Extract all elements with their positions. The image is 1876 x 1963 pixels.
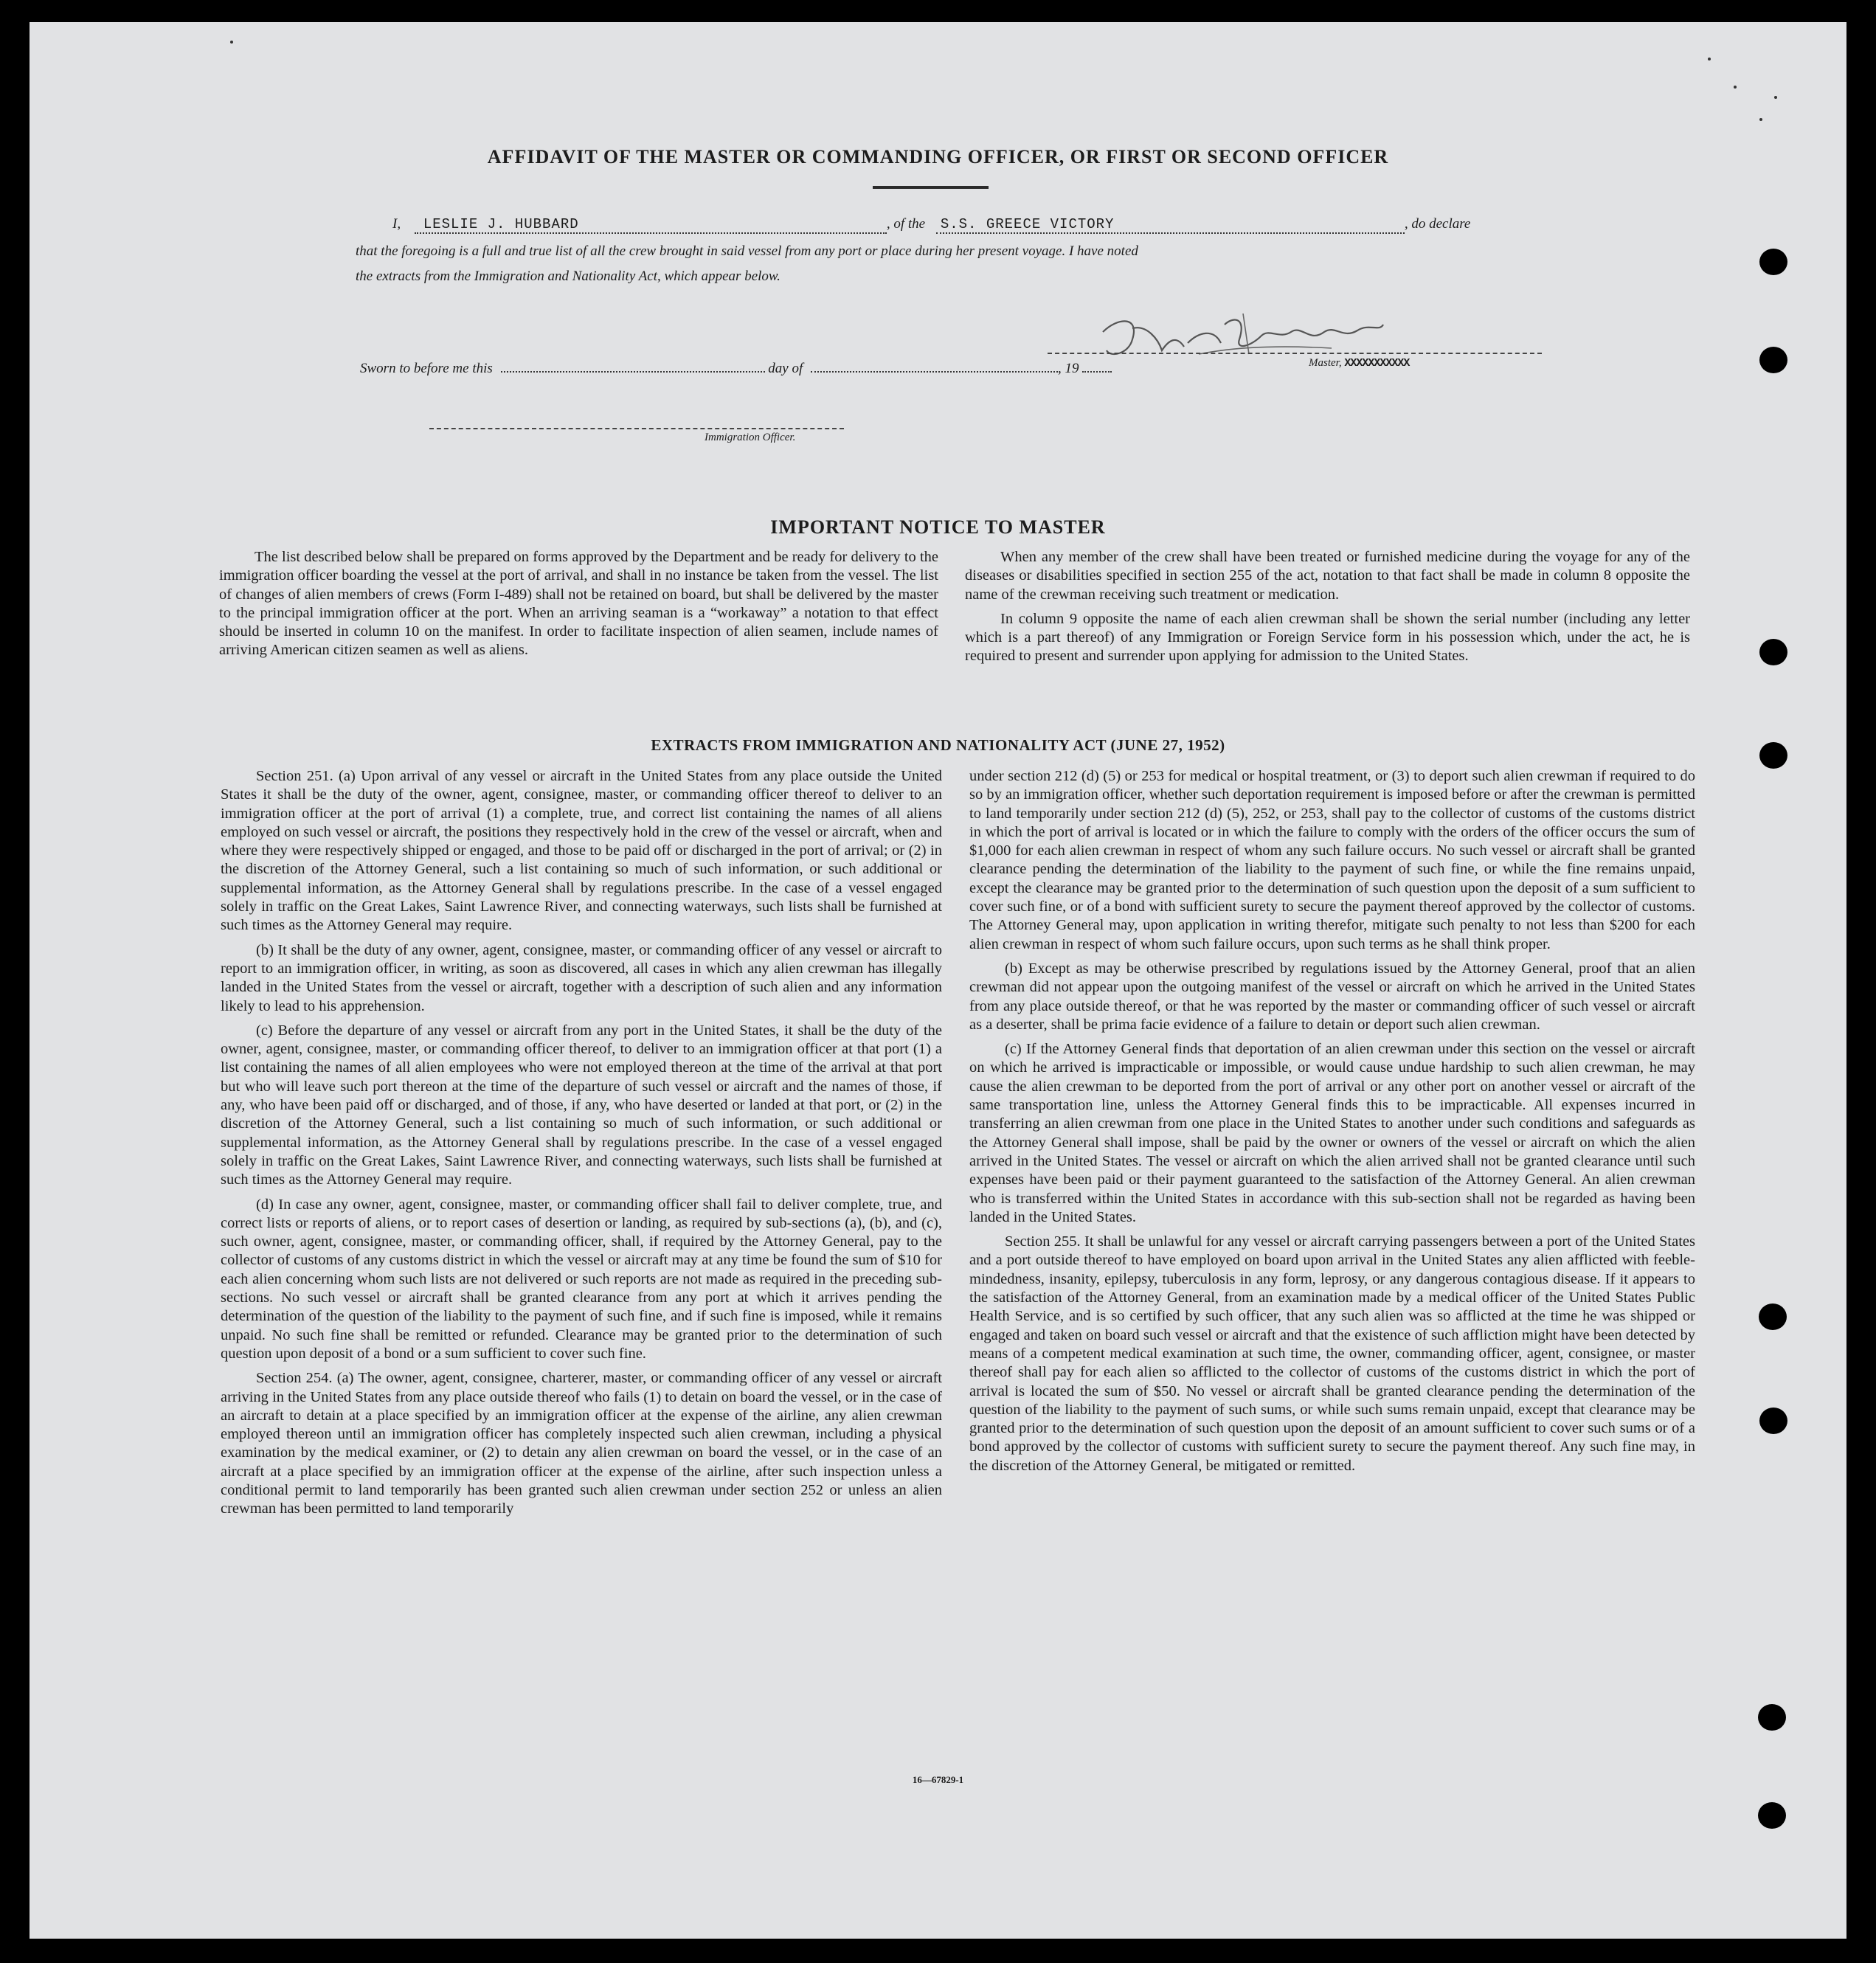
punch-hole [1758,1704,1786,1731]
do-declare-label: , do declare [1404,216,1471,232]
extract-paragraph: (c) Before the departure of any vessel or aircraft from any port in the United States, it shall be the duty of the owner, agent, consignee, master, or commanding officer thereof, to deliver to an immigration officer at that port (1) a list containing the names of all alien employees who were not employed thereon at the time of the arrival at that port but who will leave such port thereon at the time of the departure of such vessel or aircraft and the names of those, if any, who have been paid off or discharged, and of those, if any, who have deserted or landed at that port, or (2) in the discretion of the Attorney General, such a list containing so much of such information, or such additional or supplemental information, as the Attorney General shall by regulations prescribe. In the case of a vessel engaged solely in traffic on the Great Lakes, Saint Lawrence River, and connecting waterways, such lists shall be furnished at such times as the Attorney General may require. [221,1022,942,1188]
of-the-label: , of the [886,216,926,232]
extract-paragraph: (c) If the Attorney General finds that deportation of an alien crewman under this section on the vessel or aircraft on which he arrived is impracticable or impossible, or would cause undue hardship to such alien crewman, he may cause the alien crewman to be deported from the port of arrival or any other port on another vessel or aircraft of the same transportation line, unless the Attorney General finds this to be impracticable. All expenses incurred in transferring an alien crewman from one place in the United States to another under such conditions and safeguards as the Attorney General shall impose, shall be paid by the owner or owners of the vessel or aircraft on which the alien arrived in the United States. The vessel or aircraft on which the alien arrived shall not be granted clearance until such expenses have been paid or their payment guaranteed to the satisfaction of the Attorney General. An alien crewman who is transferred within the United States in accordance with this sub-section shall not be regarded as having been landed in the United States. [969,1041,1695,1225]
speck-mark [1774,96,1777,99]
speck-mark [1759,118,1762,121]
statement-line-1: that the foregoing is a full and true list of all the crew brought in said vessel from any port or place during her present voyage. I have noted [356,243,1138,259]
notice-right-column [965,548,1690,672]
speck-mark [1734,86,1737,89]
extract-paragraph: Section 254. (a) The owner, agent, consignee, charterer, master, or commanding officer of any vessel or aircraft arriving in the United States from any place outside thereof who fails (1) to detain on board the vessel, or in the case of an aircraft to detain at a place specified by an immigration officer at the expense of the airline, any alien crewman employed thereon until an immigration officer has completely inspected such alien crewman, including a physical examination by the medical examiner, or (2) to detain any alien crewman on board the vessel, or in the case of an aircraft at a place specified by an immigration officer at the expense of the airline, after such inspection unless a conditional permit to land temporarily has been granted such alien crewman under section 252 or unless an alien crewman has been permitted to land temporarily [221,1370,942,1517]
statement-line-2: the extracts from the Immigration and Nationality Act, which appear below. [356,269,780,284]
notice-paragraph: When any member of the crew shall have been treated or furnished medicine during the voyage for any of the diseases or disabilities specified in section 255 of the act, notation to that fact shall be made in column 8 opposite the name of the crewman receiving such treatment or medication. [965,549,1690,603]
speck-mark [230,41,233,44]
notice-paragraph: The list described below shall be prepared on forms approved by the Department and be ready for delivery to the immigration officer boarding the vessel at the port of arrival, and shall in no instance be taken from the vessel. The list of changes of alien members of crews (Form I-489) shall not be retained on board, but shall be delivered by the master to the principal immigration officer at the port. When an arriving seaman is a “workaway” a notation to that effect should be inserted in column 10 on the manifest. In order to facilitate inspection of alien seamen, include names of arriving American citizen seamen as well as aliens. [219,549,938,659]
signature-line [1048,353,1542,354]
year-label: , 19 [1058,361,1079,376]
officer-name: LESLIE J. HUBBARD [423,216,579,232]
extract-paragraph: Section 251. (a) Upon arrival of any vessel or aircraft in the United States from any place outside the United States it shall be the duty of the owner, agent, consignee, master, or commanding officer thereof to deliver to an immigration officer at the port of arrival (1) a complete, true, and correct list containing the names of all aliens employed on such vessel or aircraft, the positions they respectively hold in the crew of the vessel or aircraft, when and where they were respectively shipped or engaged, and those to be paid off or discharged in the port of arrival; or (2) in the discretion of the Attorney General, such a list containing so much of such information, or such additional or supplemental information, as the Attorney General shall by regulations prescribe. In the case of a vessel engaged solely in traffic on the Great Lakes, Saint Lawrence River, and connecting waterways, such lists shall be furnished at such times as the Attorney General may require. [221,768,942,934]
notice-title: IMPORTANT NOTICE TO MASTER [770,516,1106,538]
extract-paragraph: (b) Except as may be otherwise prescribed by regulations issued by the Attorney General, proof that an alien crewman did not appear upon the outgoing manifest of the vessel or aircraft on which he arrived in the United States from any place outside thereof, or that he was reported by the master or commanding officer of such vessel or aircraft as a deserter, shall be prima facie evidence of a failure to detain or deport such alien crewman. [969,960,1695,1033]
declaration-line [392,216,1470,234]
extract-paragraph: (b) It shall be the duty of any owner, agent, consignee, master, or commanding officer of any vessel or aircraft to report to an immigration officer, in writing, as soon as discovered, all cases in which any alien crewman has illegally landed in the United States from the vessel or aircraft, together with a description of such alien and any information likely to lead to his apprehension. [221,941,942,1014]
sworn-line [360,358,1112,377]
extracts-title: EXTRACTS FROM IMMIGRATION AND NATIONALITY ACT (JUNE 27, 1952) [651,736,1225,754]
immigration-officer-label: Immigration Officer. [705,432,796,443]
immigration-officer-line [429,428,844,429]
punch-hole [1759,1304,1787,1330]
notice-left-column [219,548,938,666]
punch-hole [1759,347,1787,373]
extracts-right-column [969,767,1695,1481]
title-divider [873,186,989,189]
sworn-label: Sworn to before me this [360,361,493,376]
master-text: Master, [1309,357,1342,369]
document-page [30,22,1846,1939]
punch-hole [1759,249,1787,275]
punch-hole [1759,742,1787,769]
punch-hole [1758,1802,1786,1829]
punch-hole [1759,1408,1787,1434]
affidavit-title: AFFIDAVIT OF THE MASTER OR COMMANDING OFFICER, OR FIRST OR SECOND OFFICER [487,146,1389,167]
form-number: 16—67829-1 [912,1774,964,1785]
day-of-label: day of [768,361,803,376]
extract-paragraph: (d) In case any owner, agent, consignee, master, or commanding officer shall fail to deliver complete, true, and correct lists or reports of aliens, or to report cases of desertion or landing, as required by sub-sections (a), (b), and (c), such owner, agent, consignee, master, or commanding officer, shall, if required by the Attorney General, pay to the collector of customs of any customs district in which the vessel or aircraft may at any time be found the sum of $10 for each alien concerning whom such lists are not delivered or such reports are not made as required in the preceding sub-sections. No such vessel or aircraft shall be granted clearance from any port at which it arrives pending the determination of the question of the liability to the payment of such fine, and if such fine is imposed, while it remains unpaid. No such fine shall be remitted or refunded. Clearance may be granted prior to the determination of such question upon deposit of a bond or a sum sufficient to cover such fine. [221,1196,942,1362]
extract-paragraph: Section 255. It shall be unlawful for any vessel or aircraft carrying passengers between a port of the United States and a port outside thereof to have employed on board upon arrival in the United States any alien afflicted with feeble-mindedness, insanity, epilepsy, tuberculosis in any form, leprosy, or any dangerous contagious disease. If it appears to the satisfaction of the Attorney General, from an examination made by a medical officer of the United States Public Health Service, and is so certified by such officer, that any such alien was so afflicted at the time he was shipped or engaged and taken on board such vessel or aircraft and that the existence of such affliction might have been detected by means of a competent medical examination at such time, the owner, commanding officer, agent, consignee, or master thereof shall pay for each alien so afflicted to the collector of customs of the customs district in which the port of arrival is located the sum of $50. No vessel or aircraft shall be granted clearance pending the determination of the question of the liability to the payment of such sums, or while such sums remain unpaid, except that clearance may be granted prior to the determination of such question upon the deposit of an amount sufficient to cover such sums or of a bond approved by the collector of customs with sufficient surety to secure the payment thereof. Any such fine may, in the discretion of the Attorney General, be mitigated or remitted. [969,1233,1695,1474]
struck-title: XXXXXXXXXXX [1344,357,1410,370]
notice-paragraph: In column 9 opposite the name of each alien crewman shall be shown the serial number (including any letter which is a part thereof) of any Immigration or Foreign Service form in his possession which, under the act, he is required to present and surrender upon applying for admission to the United States. [965,610,1690,665]
punch-hole [1759,639,1787,665]
extract-paragraph: under section 212 (d) (5) or 253 for medical or hospital treatment, or (3) to deport such alien crewman if required to do so by an immigration officer, whether such deportation requirement is imposed before or after the crewman is permitted to land temporarily under section 212 (d) (5), 252, or 253, shall pay to the collector of customs of the customs district in which the port of arrival is located or in which the failure to comply with the orders of the officer occurs the sum of $1,000 for each alien crewman in respect of whom any such failure occurs. No such vessel or aircraft shall be granted clearance pending the determination of the liability to the payment of such fine, or while the fine remains unpaid, except the clearance may be granted prior to the determination of such question upon the deposit of a sum sufficient to cover such fine, or of a bond with sufficient surety to secure the payment thereof approved by the collector of customs. The Attorney General may, upon application in writing therefor, mitigate such penalty to not less than $200 for each alien crewman in respect of whom such failure occurs, upon such terms as he shall think proper. [969,768,1695,952]
i-label: I, [392,216,401,232]
vessel-name: S.S. GREECE VICTORY [940,216,1115,232]
speck-mark [1708,58,1711,60]
extracts-left-column [221,767,942,1525]
master-label [1309,357,1409,370]
